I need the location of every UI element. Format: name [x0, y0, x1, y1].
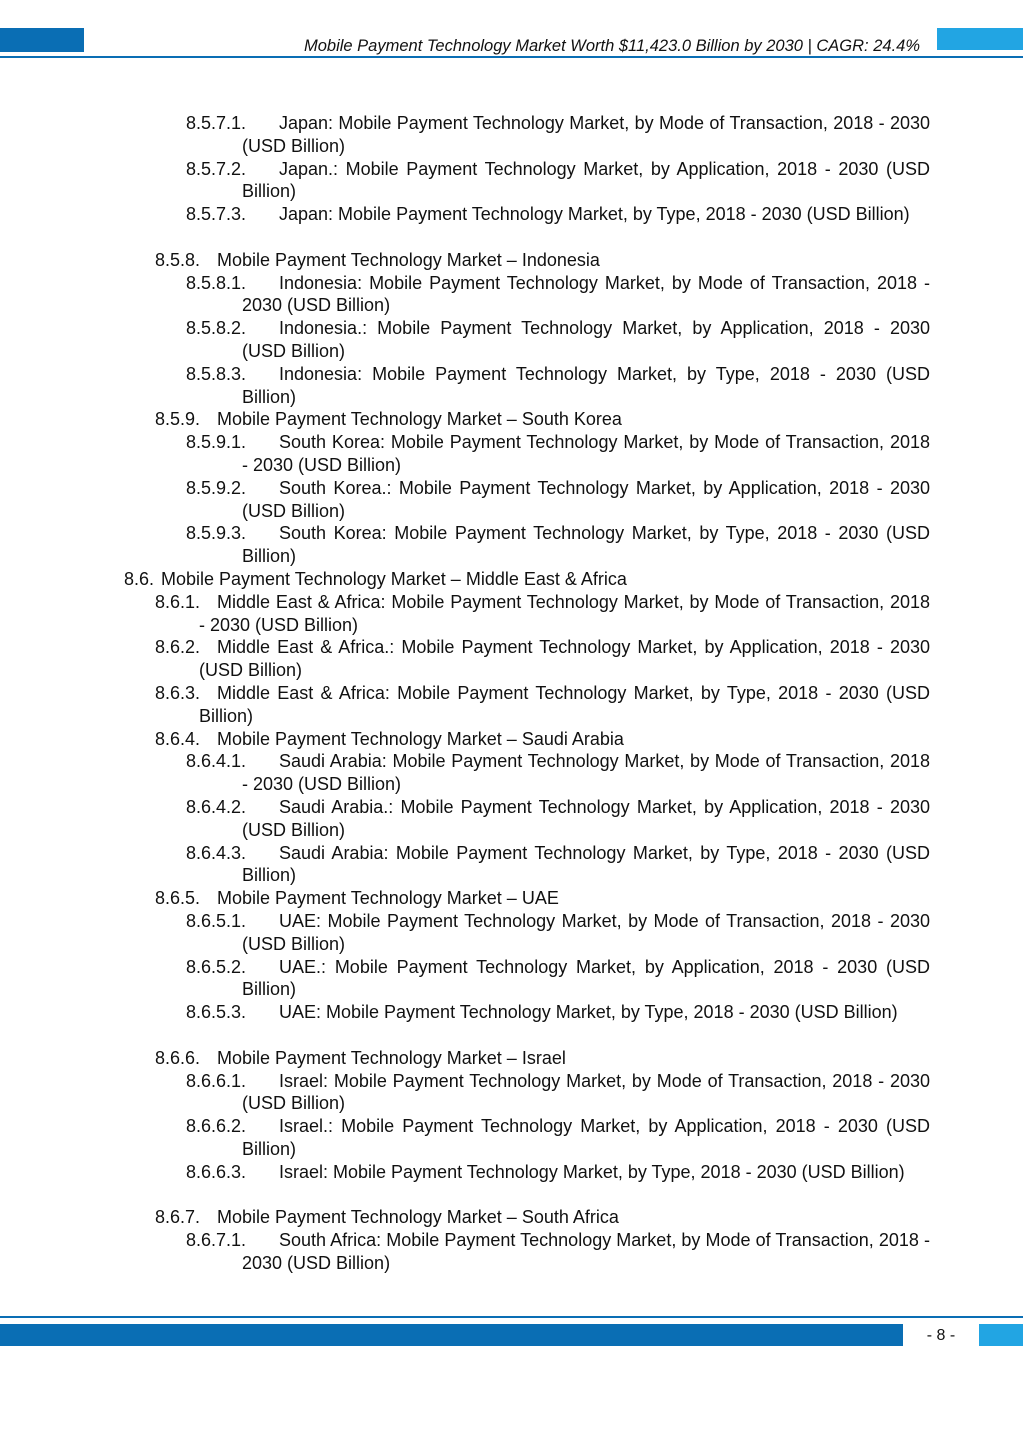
toc-entry-title: Japan: Mobile Payment Technology Market, by Type, 2018 - 2030 (USD Billion) [279, 204, 910, 225]
toc-entry-number: 8.6.6.1. [186, 1070, 247, 1091]
toc-entry-number: 8.5.7.1. [186, 113, 247, 133]
toc-entry-number: 8.5.8.1. [186, 272, 247, 293]
toc-entry-title: Middle East & Africa: Mobile Payment Technology Market, by Mode of Transaction, 2018 - 2030 (USD Billion) [199, 591, 930, 635]
toc-entry-number: 8.5.7.2. [186, 158, 247, 179]
toc-entry[interactable] [155, 682, 930, 728]
toc-entry-number: 8.6.6.2. [186, 1116, 247, 1137]
toc-entry-title: Israel: Mobile Payment Technology Market, by Mode of Transaction, 2018 - 2030 (USD Billion) [242, 1070, 930, 1114]
toc-entry-number: 8.6. [124, 569, 155, 589]
toc-entry[interactable] [186, 203, 930, 226]
toc-entry[interactable] [155, 1206, 930, 1229]
toc-entry[interactable] [155, 887, 930, 910]
toc-entry-number: 8.6.3. [155, 683, 201, 703]
toc-entry-number: 8.6.5.2. [186, 956, 247, 977]
running-header-title: Mobile Payment Technology Market Worth $11,423.0 Billion by 2030 | CAGR: 24.4% [303, 37, 920, 55]
toc-entry[interactable] [155, 728, 930, 751]
header-accent-right [937, 28, 1023, 50]
toc-entry-title: Mobile Payment Technology Market – Israel [217, 1047, 566, 1068]
toc-entry-title: Mobile Payment Technology Market – Middle East & Africa [161, 569, 627, 589]
toc-entry-title: South Korea.: Mobile Payment Technology Market, by Application, 2018 - 2030 (USD Billion) [242, 477, 930, 521]
toc-entry-number: 8.6.4.2. [186, 797, 247, 817]
toc-entry[interactable] [155, 249, 930, 272]
toc-entry-title: Israel.: Mobile Payment Technology Market, by Application, 2018 - 2030 (USD Billion) [242, 1116, 930, 1159]
toc-entry-title: Saudi Arabia.: Mobile Payment Technology Market, by Application, 2018 - 2030 (USD Billion) [242, 797, 930, 840]
header-rule [0, 56, 1023, 58]
toc-entry[interactable] [124, 568, 930, 591]
toc-entry-title: South Africa: Mobile Payment Technology Market, by Mode of Transaction, 2018 - 2030 (USD Billion) [242, 1230, 930, 1273]
toc-entry[interactable] [186, 363, 930, 409]
toc-entry-number: 8.5.8.2. [186, 318, 247, 339]
toc-entry-title: Indonesia: Mobile Payment Technology Market, by Type, 2018 - 2030 (USD Billion) [242, 363, 930, 407]
toc-entry[interactable] [155, 408, 930, 431]
toc-entry-title: Japan: Mobile Payment Technology Market, by Mode of Transaction, 2018 - 2030 (USD Billion) [242, 113, 930, 156]
toc-entry-title: Middle East & Africa.: Mobile Payment Technology Market, by Application, 2018 - 2030 (USD Billion) [199, 637, 930, 681]
toc-entry[interactable] [186, 956, 930, 1002]
footer-accent-right [979, 1324, 1023, 1346]
toc-entry-number: 8.6.7.1. [186, 1230, 247, 1251]
toc-entry[interactable] [186, 910, 930, 956]
page-number: - 8 - [926, 1327, 956, 1344]
toc-entry-number: 8.6.6.3. [186, 1161, 247, 1182]
toc-entry-number: 8.6.5.1. [186, 911, 247, 931]
toc-entry-title: Israel: Mobile Payment Technology Market, by Type, 2018 - 2030 (USD Billion) [279, 1161, 905, 1182]
toc-entry-number: 8.6.5.3. [186, 1002, 247, 1023]
toc-entry-number: 8.6.2. [155, 637, 201, 658]
toc-entry-title: UAE.: Mobile Payment Technology Market, by Application, 2018 - 2030 (USD Billion) [242, 956, 930, 1000]
toc-entry[interactable] [186, 1001, 930, 1024]
toc-entry-title: Saudi Arabia: Mobile Payment Technology Market, by Type, 2018 - 2030 (USD Billion) [242, 842, 930, 886]
toc-entry[interactable] [186, 842, 930, 888]
toc-entry-number: 8.6.5. [155, 888, 201, 909]
toc-entry-title: South Korea: Mobile Payment Technology Market, by Type, 2018 - 2030 (USD Billion) [242, 523, 930, 567]
toc-entry[interactable] [186, 522, 930, 568]
toc-entry-number: 8.5.8. [155, 249, 201, 270]
toc-entry[interactable] [186, 431, 930, 477]
toc-entry-title: UAE: Mobile Payment Technology Market, by Type, 2018 - 2030 (USD Billion) [279, 1002, 898, 1023]
toc-entry-number: 8.6.4.1. [186, 751, 247, 772]
toc-entry[interactable] [155, 636, 930, 682]
toc-entry-title: Saudi Arabia: Mobile Payment Technology Market, by Mode of Transaction, 2018 - 2030 (USD Billion) [242, 751, 930, 795]
toc-entry-number: 8.6.6. [155, 1047, 201, 1068]
toc-entry-title: Mobile Payment Technology Market – South Korea [217, 409, 622, 430]
footer-band [0, 1324, 903, 1346]
footer-rule [0, 1316, 1023, 1318]
toc-entry[interactable] [186, 317, 930, 363]
toc-entry-number: 8.5.9.1. [186, 432, 247, 453]
toc-entry-title: Mobile Payment Technology Market – UAE [217, 888, 559, 909]
toc-entry[interactable] [155, 591, 930, 637]
toc-entry[interactable] [186, 750, 930, 796]
toc-entry-number: 8.5.9.2. [186, 477, 247, 498]
toc-entry-title: Japan.: Mobile Payment Technology Market, by Application, 2018 - 2030 (USD Billion) [242, 158, 930, 202]
toc-entry-number: 8.5.7.3. [186, 204, 247, 225]
toc-entry-number: 8.6.4.3. [186, 842, 247, 863]
toc-entry-title: Mobile Payment Technology Market – Indonesia [217, 249, 600, 270]
toc-entry-number: 8.5.9. [155, 409, 201, 430]
toc-entry[interactable] [186, 272, 930, 318]
toc-entry[interactable] [186, 477, 930, 523]
toc-entry-title: Mobile Payment Technology Market – South Africa [217, 1207, 619, 1228]
toc-entry[interactable] [186, 1115, 930, 1161]
toc-entry[interactable] [186, 1070, 930, 1116]
toc-entry[interactable] [186, 796, 930, 842]
toc-entry-number: 8.5.9.3. [186, 523, 247, 544]
toc-entry[interactable] [186, 1229, 930, 1275]
header-accent-left [0, 28, 84, 52]
toc-entry[interactable] [186, 1161, 930, 1184]
toc-entry-number: 8.5.8.3. [186, 363, 247, 384]
toc-entry-title: Indonesia.: Mobile Payment Technology Market, by Application, 2018 - 2030 (USD Billion) [242, 318, 930, 361]
toc-entry[interactable] [186, 158, 930, 204]
toc-entry-number: 8.6.4. [155, 728, 201, 749]
toc-entry-number: 8.6.7. [155, 1207, 201, 1228]
toc-entry[interactable] [186, 112, 930, 158]
toc-entry-title: South Korea: Mobile Payment Technology Market, by Mode of Transaction, 2018 - 2030 (USD Billion) [242, 432, 930, 475]
toc-entry-title: Mobile Payment Technology Market – Saudi Arabia [217, 728, 624, 749]
toc-entry-title: Indonesia: Mobile Payment Technology Market, by Mode of Transaction, 2018 - 2030 (USD Billion) [242, 272, 930, 316]
toc-entry-title: UAE: Mobile Payment Technology Market, by Mode of Transaction, 2018 - 2030 (USD Billion) [242, 911, 930, 954]
toc-entry-title: Middle East & Africa: Mobile Payment Technology Market, by Type, 2018 - 2030 (USD Billion) [199, 683, 930, 726]
toc-entry[interactable] [155, 1047, 930, 1070]
toc-entry-number: 8.6.1. [155, 591, 201, 612]
